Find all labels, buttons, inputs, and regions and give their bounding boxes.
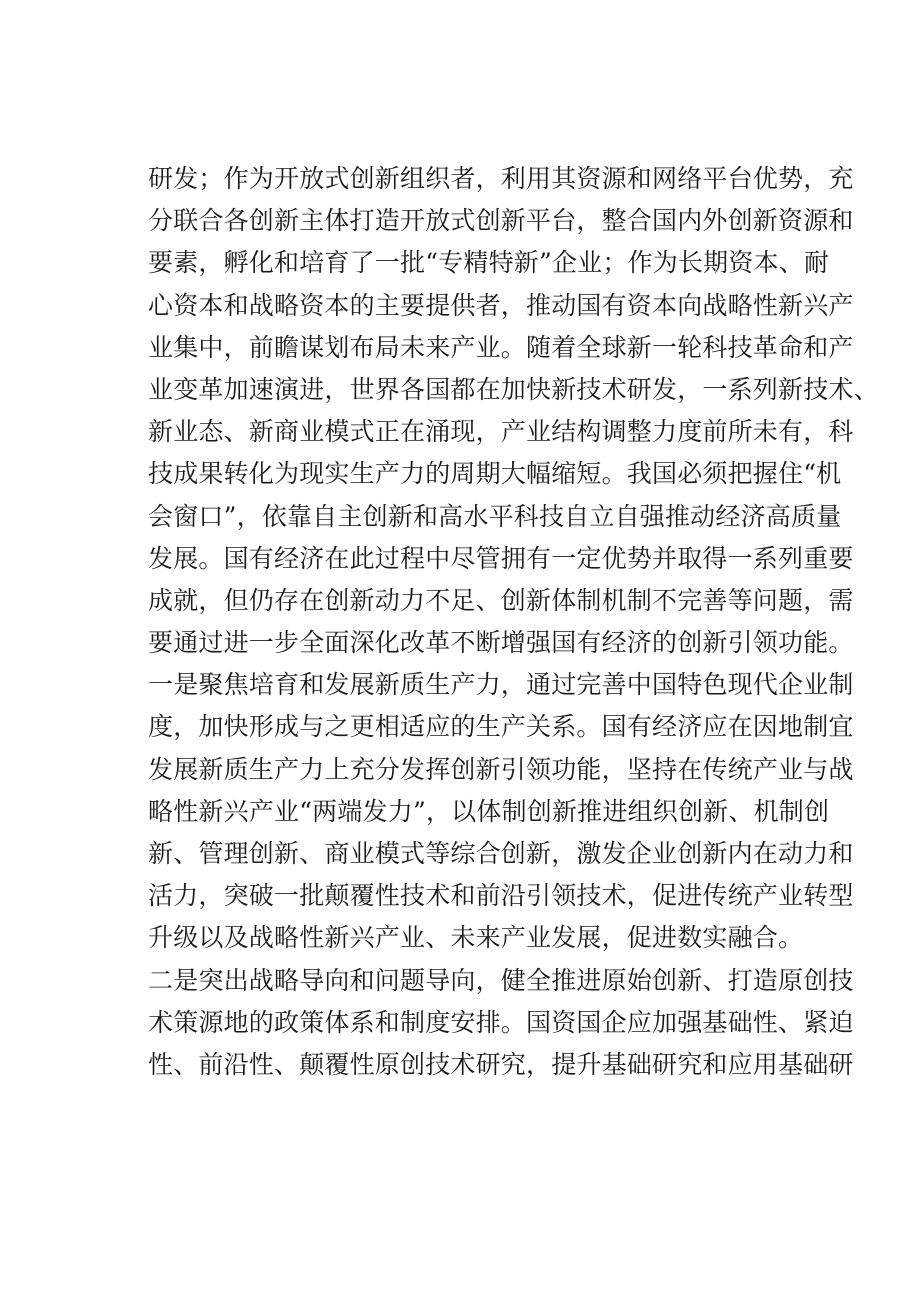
text-line: 要通过进一步全面深化改革不断增强国有经济的创新引领功能。 xyxy=(148,628,854,658)
text-line: 升级以及战略性新兴产业、未来产业发展，促进数实融合。 xyxy=(148,923,804,953)
text-line: 度，加快形成与之更相适应的生产关系。国有经济应在因地制宜 xyxy=(148,712,854,742)
text-line: 业变革加速演进，世界各国都在加快新技术研发，一系列新技术、 xyxy=(148,374,879,404)
text-line: 术策源地的政策体系和制度安排。国资国企应加强基础性、紧迫 xyxy=(148,1007,854,1037)
text-line: 一是聚焦培育和发展新质生产力，通过完善中国特色现代企业制 xyxy=(148,670,854,700)
text-line: 发展。国有经济在此过程中尽管拥有一定优势并取得一系列重要 xyxy=(148,543,854,573)
text-line: 心资本和战略资本的主要提供者，推动国有资本向战略性新兴产 xyxy=(148,290,854,320)
text-line: 研发；作为开放式创新组织者，利用其资源和网络平台优势，充 xyxy=(148,164,854,193)
text-line: 新、管理创新、商业模式等综合创新，激发企业创新内在动力和 xyxy=(148,839,854,868)
text-line: 活力，突破一批颠覆性技术和前沿引领技术，促进传统产业转型 xyxy=(148,881,854,911)
text-line: 成就，但仍存在创新动力不足、创新体制机制不完善等问题，需 xyxy=(148,585,854,615)
text-line: 略性新兴产业“两端发力”，以体制创新推进组织创新、机制创 xyxy=(148,796,830,826)
text-line: 分联合各创新主体打造开放式创新平台，整合国内外创新资源和 xyxy=(148,206,854,236)
text-line: 技成果转化为现实生产力的周期大幅缩短。我国必须把握住“机 xyxy=(148,459,842,489)
text-line: 二是突出战略导向和问题导向，健全推进原始创新、打造原创技 xyxy=(148,965,854,995)
text-line: 性、前沿性、颠覆性原创技术研究，提升基础研究和应用基础研 xyxy=(148,1049,854,1079)
text-line: 会窗口”，依靠自主创新和高水平科技自立自强推动经济高质量 xyxy=(148,501,842,531)
text-line: 业集中，前瞻谋划布局未来产业。随着全球新一轮科技革命和产 xyxy=(148,332,854,362)
text-line: 新业态、新商业模式正在涌现，产业结构调整力度前所未有，科 xyxy=(148,417,854,447)
text-line: 要素，孵化和培育了一批“专精特新”企业；作为长期资本、耐 xyxy=(148,248,830,278)
text-line: 发展新质生产力上充分发挥创新引领功能，坚持在传统产业与战 xyxy=(148,754,854,784)
document-body-text xyxy=(148,158,879,1086)
